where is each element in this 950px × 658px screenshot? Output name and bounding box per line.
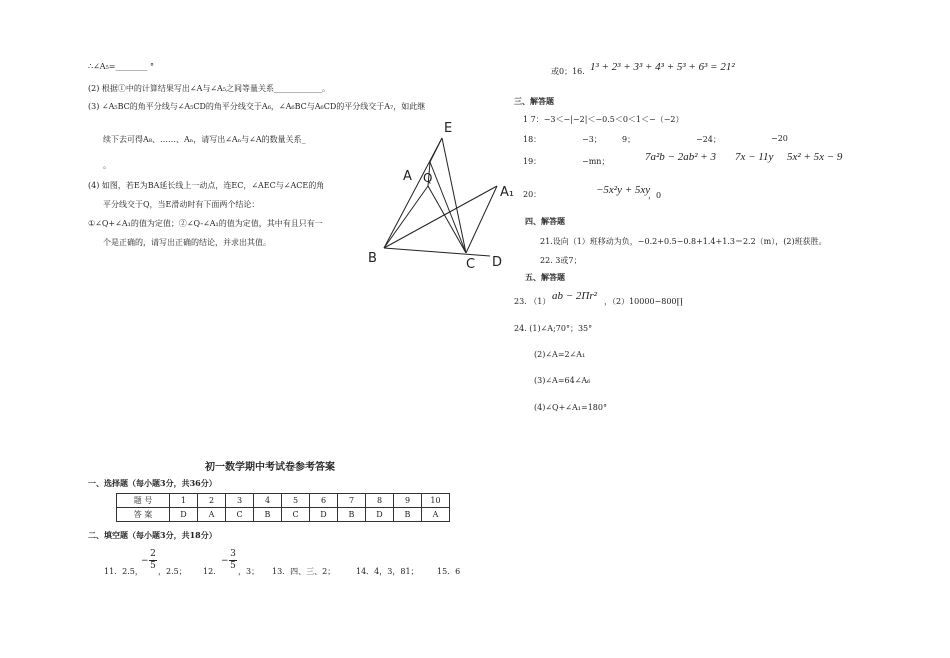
q18-answer-a: −3； bbox=[582, 135, 602, 144]
q11-denominator: 5 bbox=[150, 561, 156, 571]
label-b: B bbox=[368, 251, 377, 266]
question-line-3: (3) ∠A₅BC的角平分线与∠A₅CD的角平分线交于A₆，∠A₆BC与A₆CD的平分线交于A₇，如此继 bbox=[88, 102, 426, 111]
label-q: Q bbox=[423, 171, 433, 185]
table-header-label: 题 号 bbox=[117, 494, 170, 508]
q20-label: 20： bbox=[523, 190, 542, 199]
table-cell: B bbox=[338, 508, 366, 522]
table-cell: 8 bbox=[366, 494, 394, 508]
table-cell: B bbox=[394, 508, 422, 522]
table-cell: A bbox=[422, 508, 450, 522]
q14-text: 14．4，3，81； bbox=[356, 567, 419, 576]
q17-text: 1 7：−3＜−|−2|＜−0.5＜0＜1＜−（−2） bbox=[523, 115, 684, 124]
answers-title: 初一数学期中考试卷参考答案 bbox=[205, 462, 335, 473]
q24-line-3: (3)∠A=64∠A₆ bbox=[534, 376, 591, 385]
question-line-1: ∴∠A₅=________ ° bbox=[88, 62, 155, 71]
geometry-figure bbox=[360, 112, 520, 272]
q19-answer-b: 7a²b − 2ab² + 3 bbox=[645, 151, 716, 163]
q12-denominator: 5 bbox=[230, 561, 236, 571]
table-row-numbers bbox=[117, 494, 450, 508]
q19-answer-c: 7x − 11y bbox=[735, 151, 774, 163]
question-line-7: 平分线交于Q，当E滑动时有下面两个结论： bbox=[103, 200, 260, 209]
table-row-answers bbox=[117, 508, 450, 522]
q11-numerator: 2 bbox=[150, 549, 156, 559]
table-cell: 3 bbox=[226, 494, 254, 508]
q12-text-b: ，3； bbox=[238, 567, 260, 576]
q16-formula: 1³ + 2³ + 3³ + 4³ + 5³ + 6³ = 21² bbox=[590, 61, 735, 73]
q11-text-b: ，2.5； bbox=[158, 567, 187, 576]
q11-fraction bbox=[149, 549, 157, 572]
q18-label: 18： bbox=[523, 135, 542, 144]
question-line-2: (2) 根据①中的计算结果写出∠A与∠A₅之间等量关系____________。 bbox=[88, 84, 331, 93]
q22-text: 22. 3或7； bbox=[540, 256, 582, 265]
question-line-6: (4) 如图，若E为BA延长线上一动点，连EC，∠AEC与∠ACE的角 bbox=[88, 181, 325, 190]
table-cell: C bbox=[282, 508, 310, 522]
q19-label: 19： bbox=[523, 157, 542, 166]
section-5-title: 五、解答题 bbox=[525, 272, 565, 282]
q12-minus: − bbox=[221, 556, 229, 566]
table-cell: A bbox=[198, 508, 226, 522]
question-line-8: ①∠Q+∠A₁的值为定值；②∠Q-∠A₁的值为定值，其中有且只有一 bbox=[88, 219, 323, 228]
q18-answer-d: −20 bbox=[771, 134, 788, 143]
section-1-title: 一、选择题（每小题3分，共36分） bbox=[88, 478, 217, 488]
q15-text: 15．6 bbox=[437, 567, 461, 576]
q16-prefix: 或0；16. bbox=[551, 67, 585, 76]
table-cell: 5 bbox=[282, 494, 310, 508]
q23-text-b: ，（2）10000−800∏ bbox=[604, 297, 683, 306]
table-cell: 2 bbox=[198, 494, 226, 508]
answer-table bbox=[116, 493, 450, 522]
table-cell: D bbox=[366, 508, 394, 522]
q20-formula: −5x²y + 5xy bbox=[596, 184, 651, 196]
q23-formula: ab − 2Πr² bbox=[552, 290, 597, 302]
q12-numerator: 3 bbox=[230, 549, 236, 559]
section-2-title: 二、填空题（每小题3分，共18分） bbox=[88, 530, 217, 540]
question-line-4: 续下去可得A₈、……、Aₙ，请写出∠Aₙ与∠A的数量关系_ bbox=[103, 135, 306, 144]
q19-answer-d: 5x² + 5x − 9 bbox=[787, 151, 843, 163]
label-e: E bbox=[444, 121, 453, 136]
table-cell: D bbox=[310, 508, 338, 522]
q24-line-4: (4)∠Q+∠A₁=180° bbox=[534, 403, 607, 412]
q21-text: 21.设向（1）班移动为负，−0.2+0.5−0.8+1.4+1.3＝2.2（m），(2)班获胜。 bbox=[540, 237, 827, 246]
q11-minus: − bbox=[141, 556, 149, 566]
table-answer-label: 答 案 bbox=[117, 508, 170, 522]
q23-text-a: 23. （1） bbox=[514, 297, 551, 306]
q12-fraction bbox=[229, 549, 237, 572]
q24-line-2: (2)∠A=2∠A₁ bbox=[534, 350, 586, 359]
table-cell: D bbox=[170, 508, 198, 522]
question-line-9: 个是正确的，请写出正确的结论，并求出其值。 bbox=[103, 238, 271, 247]
table-cell: 6 bbox=[310, 494, 338, 508]
table-cell: 1 bbox=[170, 494, 198, 508]
table-cell: 4 bbox=[254, 494, 282, 508]
table-cell: 9 bbox=[394, 494, 422, 508]
section-4-title: 四、解答题 bbox=[525, 216, 565, 226]
section-3-title: 三、解答题 bbox=[514, 96, 554, 106]
q18-answer-b: 9； bbox=[622, 135, 636, 144]
q11-text-a: 11．2.5， bbox=[104, 567, 143, 576]
q13-text: 13．四、三、2； bbox=[272, 567, 336, 576]
q12-text-a: 12． bbox=[203, 567, 222, 576]
table-cell: 7 bbox=[338, 494, 366, 508]
label-d: D bbox=[492, 255, 503, 270]
table-cell: 10 bbox=[422, 494, 450, 508]
q19-answer-a: −mn； bbox=[582, 157, 610, 166]
label-c: C bbox=[466, 257, 476, 272]
label-a1: A₁ bbox=[500, 185, 515, 200]
question-line-5: 。 bbox=[103, 161, 111, 170]
label-a: A bbox=[403, 169, 412, 184]
q20-tail: ，0 bbox=[648, 191, 662, 200]
q18-answer-c: −24； bbox=[696, 135, 721, 144]
table-cell: C bbox=[226, 508, 254, 522]
q24-line-1: 24. (1)∠A;70°；35° bbox=[514, 324, 593, 333]
table-cell: B bbox=[254, 508, 282, 522]
